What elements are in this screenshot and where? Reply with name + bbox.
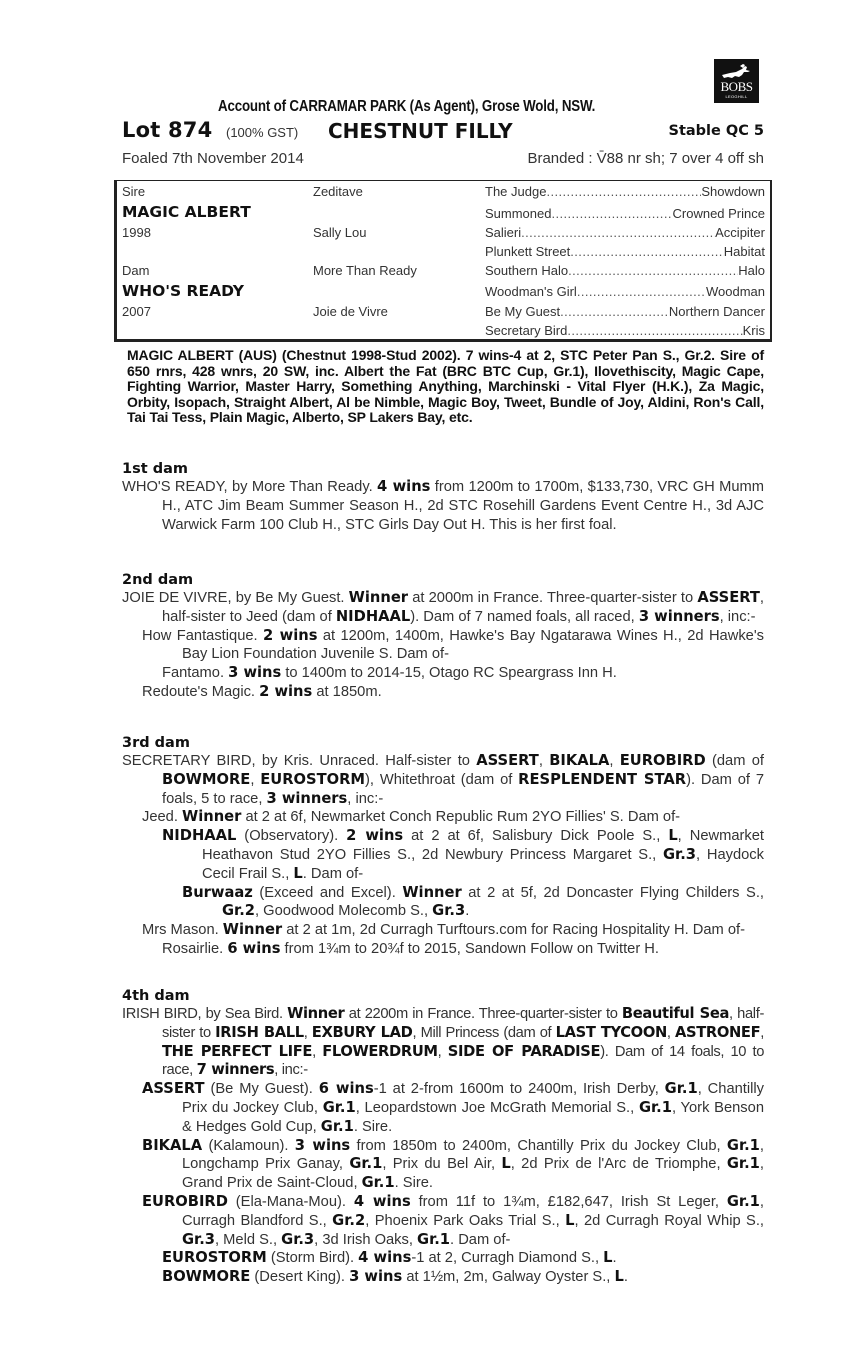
pedigree-entry <box>122 478 764 534</box>
entries <box>122 478 764 534</box>
pedigree-entry <box>122 1080 764 1136</box>
bold-text: Gr.1 <box>664 1080 698 1098</box>
bold-text: BIKALA <box>549 752 610 769</box>
section-heading: 2nd dam <box>122 572 194 588</box>
bold-text: L <box>501 1155 511 1173</box>
text: , Mill Princess (dam of <box>412 1024 556 1041</box>
bold-text: LAST TYCOON <box>555 1023 667 1041</box>
bold-text: BOWMORE <box>162 770 251 788</box>
bold-text: Gr.2 <box>332 1211 366 1229</box>
text: -1 at 2, Curragh Diamond S., <box>411 1250 604 1267</box>
text: ). Dam of 14 foals, 10 to race, <box>162 1043 765 1079</box>
bold-text: Winner <box>182 808 242 826</box>
bobs-logo <box>714 59 759 103</box>
bold-text: 6 wins <box>227 939 281 957</box>
bold-text: 7 winners <box>196 1061 275 1079</box>
text: , Goodwood Molecomb S., <box>255 903 433 920</box>
ancestor-right: Woodman <box>705 284 765 299</box>
bold-text: Gr.3 <box>182 1230 216 1248</box>
pedigree-entry <box>122 683 764 702</box>
bold-text: Gr.1 <box>726 1192 760 1210</box>
bold-text: Gr.1 <box>349 1155 383 1173</box>
text: IRISH BIRD, by Sea Bird. <box>122 1006 288 1022</box>
bold-text: BIKALA <box>142 1136 203 1154</box>
leader-dots <box>546 184 701 200</box>
logo-name: BOBS <box>720 79 753 94</box>
sire-dam: Sally Lou <box>313 225 367 240</box>
text: , 2d Curragh Royal Whip S., <box>574 1212 765 1229</box>
text: , Phoenix Park Oaks Trial S., <box>365 1212 566 1229</box>
text: , <box>609 753 620 769</box>
ancestor-left: The Judge <box>485 184 547 199</box>
pedigree-entry <box>122 589 764 627</box>
text: , Newmarket Heathavon Stud 2YO Fillies S., 2d Newbury Princess Margaret S., <box>202 828 764 863</box>
ancestor-left: Salieri <box>485 225 522 240</box>
gst-note: (100% GST) <box>226 125 299 140</box>
text: -1 at 2-from 1600m to 2400m, Irish Derby, <box>373 1081 665 1098</box>
bold-text: EUROBIRD <box>619 752 706 769</box>
bold-text: L <box>293 864 303 882</box>
text: SECRETARY BIRD, by Kris. Unraced. Half-sister to <box>122 753 477 769</box>
ancestor-row <box>485 284 765 300</box>
bold-text: THE PERFECT LIFE <box>162 1042 313 1060</box>
bold-text: EXBURY LAD <box>311 1023 413 1041</box>
bold-text: Gr.2 <box>222 902 256 920</box>
sire-name: MAGIC ALBERT <box>122 203 251 221</box>
dam-dam: Joie de Vivre <box>313 304 388 319</box>
vendor-account: Account of CARRAMAR PARK (As Agent), Grose Wold, NSW. <box>218 98 596 115</box>
bold-text: 3 winners <box>638 607 720 625</box>
leader-dots <box>521 225 715 241</box>
dam-sire: More Than Ready <box>313 263 417 278</box>
text: , <box>312 1043 323 1060</box>
bold-text: Gr.3 <box>281 1230 315 1248</box>
text: , 3d Irish Oaks, <box>314 1231 418 1248</box>
text: from 11f to 1¾m, £182,647, Irish St Leger, <box>410 1193 727 1210</box>
text: (Storm Bird). <box>266 1250 359 1267</box>
text: to 1400m to 2014-15, Otago RC Speargrass Inn H. <box>281 665 617 682</box>
dam-year: 2007 <box>122 304 151 319</box>
bold-text: SIDE OF PARADISE <box>447 1042 601 1060</box>
text: . <box>623 1269 628 1286</box>
bold-text: Gr.1 <box>726 1155 760 1173</box>
text: from 1850m to 2400m, Chantilly Prix du Jockey Club, <box>350 1137 727 1154</box>
bold-text: 3 wins <box>294 1136 351 1154</box>
bold-text: Beautiful Sea <box>621 1005 730 1022</box>
text: , Haydock Cecil Frail S., <box>202 846 764 882</box>
pedigree-entry <box>122 808 764 827</box>
pedigree-entry <box>122 1268 764 1287</box>
text: (Observatory). <box>236 828 347 845</box>
text: , Grand Prix de Saint-Cloud, <box>182 1156 764 1192</box>
sire-label: Sire <box>122 184 146 199</box>
text: , Curragh Blandford S., <box>182 1193 764 1229</box>
pedigree-entry <box>122 921 764 940</box>
bold-text: IRISH BALL <box>215 1023 304 1041</box>
bold-text: Winner <box>348 589 409 606</box>
ancestor-left: Be My Guest <box>485 304 561 319</box>
bold-text: Winner <box>402 883 462 901</box>
leader-dots <box>551 206 672 222</box>
bold-text: 2 wins <box>346 827 404 845</box>
bold-text: L <box>614 1268 624 1286</box>
bold-text: Gr.1 <box>638 1098 672 1116</box>
text: . Sire. <box>353 1118 393 1135</box>
bold-text: Gr.3 <box>432 902 466 920</box>
pedigree-entry <box>122 627 764 665</box>
sire-sire: Zeditave <box>313 184 363 199</box>
bold-text: Gr.1 <box>322 1098 356 1116</box>
section-heading: 3rd dam <box>122 735 190 751</box>
text: from 1200m to 1700m, $133,730, VRC GH Mumm H., ATC Jim Beam Summer Season H., 2d STC Rosehill Gardens Event Centre H., 3d AJC Warwick Farm 100 Club H., STC Girls Day Out H. This is her first foal. <box>162 479 764 533</box>
bold-text: 4 wins <box>377 478 431 495</box>
text: , York Benson & Hedges Gold Cup, <box>182 1099 764 1135</box>
bold-text: 3 winners <box>266 789 348 807</box>
pedigree-table <box>114 180 772 342</box>
bold-text: L <box>668 827 678 845</box>
ancestor-row <box>485 184 765 200</box>
text: (Ela-Mana-Mou). <box>227 1193 354 1210</box>
ancestor-left: Woodman's Girl <box>485 284 577 299</box>
text: . Dam of- <box>302 865 364 882</box>
text: Jeed. <box>142 809 183 826</box>
text: at 1200m, 1400m, Hawke's Bay Ngatarawa Wines H., 2d Hawke's Bay Lion Foundation Juvenile S. Dam of- <box>182 627 764 663</box>
bold-text: ASSERT <box>142 1080 205 1098</box>
ancestor-row <box>485 323 765 339</box>
text: at 1½m, 2m, Galway Oyster S., <box>402 1269 615 1286</box>
section-heading: 1st dam <box>122 461 188 477</box>
text: , inc:- <box>274 1062 308 1079</box>
text: . Dam of- <box>450 1231 511 1248</box>
bold-text: 4 wins <box>353 1192 411 1210</box>
text: , inc:- <box>719 608 756 625</box>
ancestor-left: Plunkett Street <box>485 244 571 259</box>
ancestor-row <box>485 206 765 222</box>
text: (Be My Guest). <box>204 1081 319 1098</box>
bold-text: BOWMORE <box>162 1268 251 1286</box>
bold-text: FLOWERDRUM <box>322 1042 438 1060</box>
text: Rosairlie. <box>162 940 228 957</box>
text: at 2 at 5f, 2d Doncaster Flying Childers S., <box>461 884 764 901</box>
pedigree-entry <box>122 1249 764 1268</box>
bold-text: Gr.3 <box>663 845 697 863</box>
text: at 2 at 6f, Newmarket Conch Republic Rum 2YO Fillies' S. Dam of- <box>241 809 681 826</box>
pedigree-entry <box>122 1005 764 1080</box>
ancestor-right: Crowned Prince <box>672 206 765 221</box>
bold-text: EUROBIRD <box>142 1192 228 1210</box>
lot-subheader <box>122 150 764 170</box>
bold-text: NIDHAAL <box>162 827 237 845</box>
bold-text: L <box>603 1249 613 1267</box>
text: , 2d Prix de l'Arc de Triomphe, <box>510 1156 727 1173</box>
ancestor-left: Southern Halo <box>485 263 569 278</box>
text: (dam of <box>705 753 764 769</box>
sire-year: 1998 <box>122 225 151 240</box>
ancestor-right: Showdown <box>701 184 765 199</box>
dam-label: Dam <box>122 263 150 278</box>
bold-text: Burwaaz <box>182 883 253 901</box>
text: at 1850m. <box>312 683 382 700</box>
text: How Fantastique. <box>142 627 264 644</box>
dam-section-1 <box>122 461 764 534</box>
leader-dots <box>567 323 742 339</box>
bold-text: 2 wins <box>259 682 313 700</box>
entries <box>122 1005 764 1287</box>
bold-text: Gr.1 <box>361 1174 395 1192</box>
ancestor-row <box>485 304 765 320</box>
text: at 2000m in France. Three-quarter-sister to <box>408 590 698 606</box>
foaled-date: Foaled 7th November 2014 <box>122 150 304 167</box>
text: , Longchamp Prix Ganay, <box>182 1137 764 1173</box>
bold-text: 4 wins <box>358 1249 412 1267</box>
text: , <box>760 1024 765 1041</box>
bold-text: Winner <box>287 1005 345 1022</box>
pedigree-entry <box>122 940 764 959</box>
text: (Kalamoun). <box>202 1137 295 1154</box>
text: ), Whitethroat (dam of <box>365 771 519 788</box>
ancestor-right: Habitat <box>723 244 765 259</box>
text: ). Dam of 7 named foals, all raced, <box>410 608 639 625</box>
text: , Meld S., <box>215 1231 282 1248</box>
horse-description: CHESTNUT FILLY <box>328 119 513 143</box>
dam-section-2 <box>122 572 764 702</box>
ancestor-row <box>485 225 765 241</box>
text: , Leopardstown Joe McGrath Memorial S., <box>355 1099 639 1116</box>
leader-dots <box>577 284 706 300</box>
text: , half-sister to <box>162 1006 764 1041</box>
lot-number: Lot 874 <box>122 118 213 142</box>
leader-dots <box>568 263 738 279</box>
text: . <box>612 1250 617 1267</box>
lot-header <box>122 118 764 148</box>
ancestor-left: Summoned <box>485 206 552 221</box>
text: . <box>465 903 470 920</box>
bold-text: 6 wins <box>318 1080 374 1098</box>
bold-text: NIDHAAL <box>335 607 411 625</box>
stable-location: Stable QC 5 <box>668 123 764 139</box>
pedigree-entry <box>122 827 764 883</box>
entries <box>122 589 764 702</box>
text: , <box>437 1043 448 1060</box>
text: , Chantilly Prix du Jockey Club, <box>182 1081 764 1116</box>
text: ). Dam of 7 foals, 5 to race, <box>162 771 764 807</box>
text: , <box>538 753 550 769</box>
ancestor-right: Accipiter <box>715 225 765 240</box>
dam-section-3 <box>122 735 764 959</box>
bold-text: ASSERT <box>476 752 539 769</box>
bold-text: 3 wins <box>349 1268 403 1286</box>
leader-dots <box>560 304 669 320</box>
text: (Desert King). <box>250 1269 350 1286</box>
bold-text: EUROSTORM <box>162 1249 267 1267</box>
ancestor-row <box>485 263 765 279</box>
bold-text: L <box>565 1211 575 1229</box>
pedigree-entry <box>122 664 764 683</box>
text: , <box>250 771 261 788</box>
pedigree-entry <box>122 1137 764 1193</box>
leader-dots <box>570 244 724 260</box>
bold-text: ASTRONEF <box>674 1023 761 1041</box>
text: , inc:- <box>347 790 384 807</box>
ancestor-right: Northern Dancer <box>668 304 765 319</box>
sire-summary: MAGIC ALBERT (AUS) (Chestnut 1998-Stud 2002). 7 wins-4 at 2, STC Peter Pan S., Gr.2. Sire of 650 rnrs, 428 wnrs, 20 SW, inc. Albert the Fat (BRC BTC Cup, Gr.1), Ilovethiscity, Magic Cape, Fighting Warrior, Master Harry, Something Anything, Marchinski - Vital Flyer (H.K.), Za Magic, Orbity, Isopach, Straight Albert, Al be Nimble, Magic Boy, Tweet, Bundle of Joy, Aldini, Ron's Call, Tai Tai Tess, Plain Magic, Alberto, SP Lakers Bay, etc. <box>127 347 764 425</box>
text: (Exceed and Excel). <box>252 884 403 901</box>
pedigree-entry <box>122 1193 764 1249</box>
bold-text: EUROSTORM <box>260 770 366 788</box>
dam-section-4 <box>122 988 764 1287</box>
entries <box>122 752 764 959</box>
pedigree-entry <box>122 884 764 922</box>
text: at 2200m in France. Three-quarter-sister to <box>344 1006 622 1022</box>
bold-text: 3 wins <box>228 664 282 682</box>
bold-text: ASSERT <box>697 589 760 606</box>
bold-text: RESPLENDENT STAR <box>518 770 687 788</box>
ancestor-left: Secretary Bird <box>485 323 568 338</box>
text: JOIE DE VIVRE, by Be My Guest. <box>122 590 349 606</box>
brand-marks: Branded : V̄88 nr sh; 7 over 4 off sh <box>527 150 764 167</box>
text: , <box>303 1024 312 1041</box>
bold-text: Gr.1 <box>726 1136 760 1154</box>
bold-text: Gr.1 <box>417 1230 451 1248</box>
ancestor-right: Halo <box>738 263 765 278</box>
bold-text: 2 wins <box>263 626 318 644</box>
text: WHO'S READY, by More Than Ready. <box>122 479 378 495</box>
text: Redoute's Magic. <box>142 683 260 700</box>
text: at 2 at 1m, 2d Curragh Turftours.com for Racing Hospitality H. Dam of- <box>282 922 745 939</box>
ancestor-row <box>485 244 765 260</box>
text: Fantamo. <box>162 665 229 682</box>
text: at 2 at 6f, Salisbury Dick Poole S., <box>403 828 669 845</box>
text: Mrs Mason. <box>142 922 223 939</box>
text: , Prix du Bel Air, <box>382 1156 502 1173</box>
section-heading: 4th dam <box>122 988 190 1004</box>
text: , half-sister to Jeed (dam of <box>162 590 764 625</box>
ancestor-right: Kris <box>742 323 765 338</box>
pedigree-entry <box>122 752 764 808</box>
bold-text: Gr.1 <box>320 1117 354 1135</box>
text: . Sire. <box>394 1175 433 1192</box>
dam-name: WHO'S READY <box>122 282 245 300</box>
bold-text: Winner <box>222 921 283 939</box>
logo-subtitle: LEOGHILL <box>725 94 748 99</box>
text: , <box>666 1024 675 1041</box>
text: from 1¾m to 20¾f to 2015, Sandown Follow on Twitter H. <box>280 940 659 957</box>
